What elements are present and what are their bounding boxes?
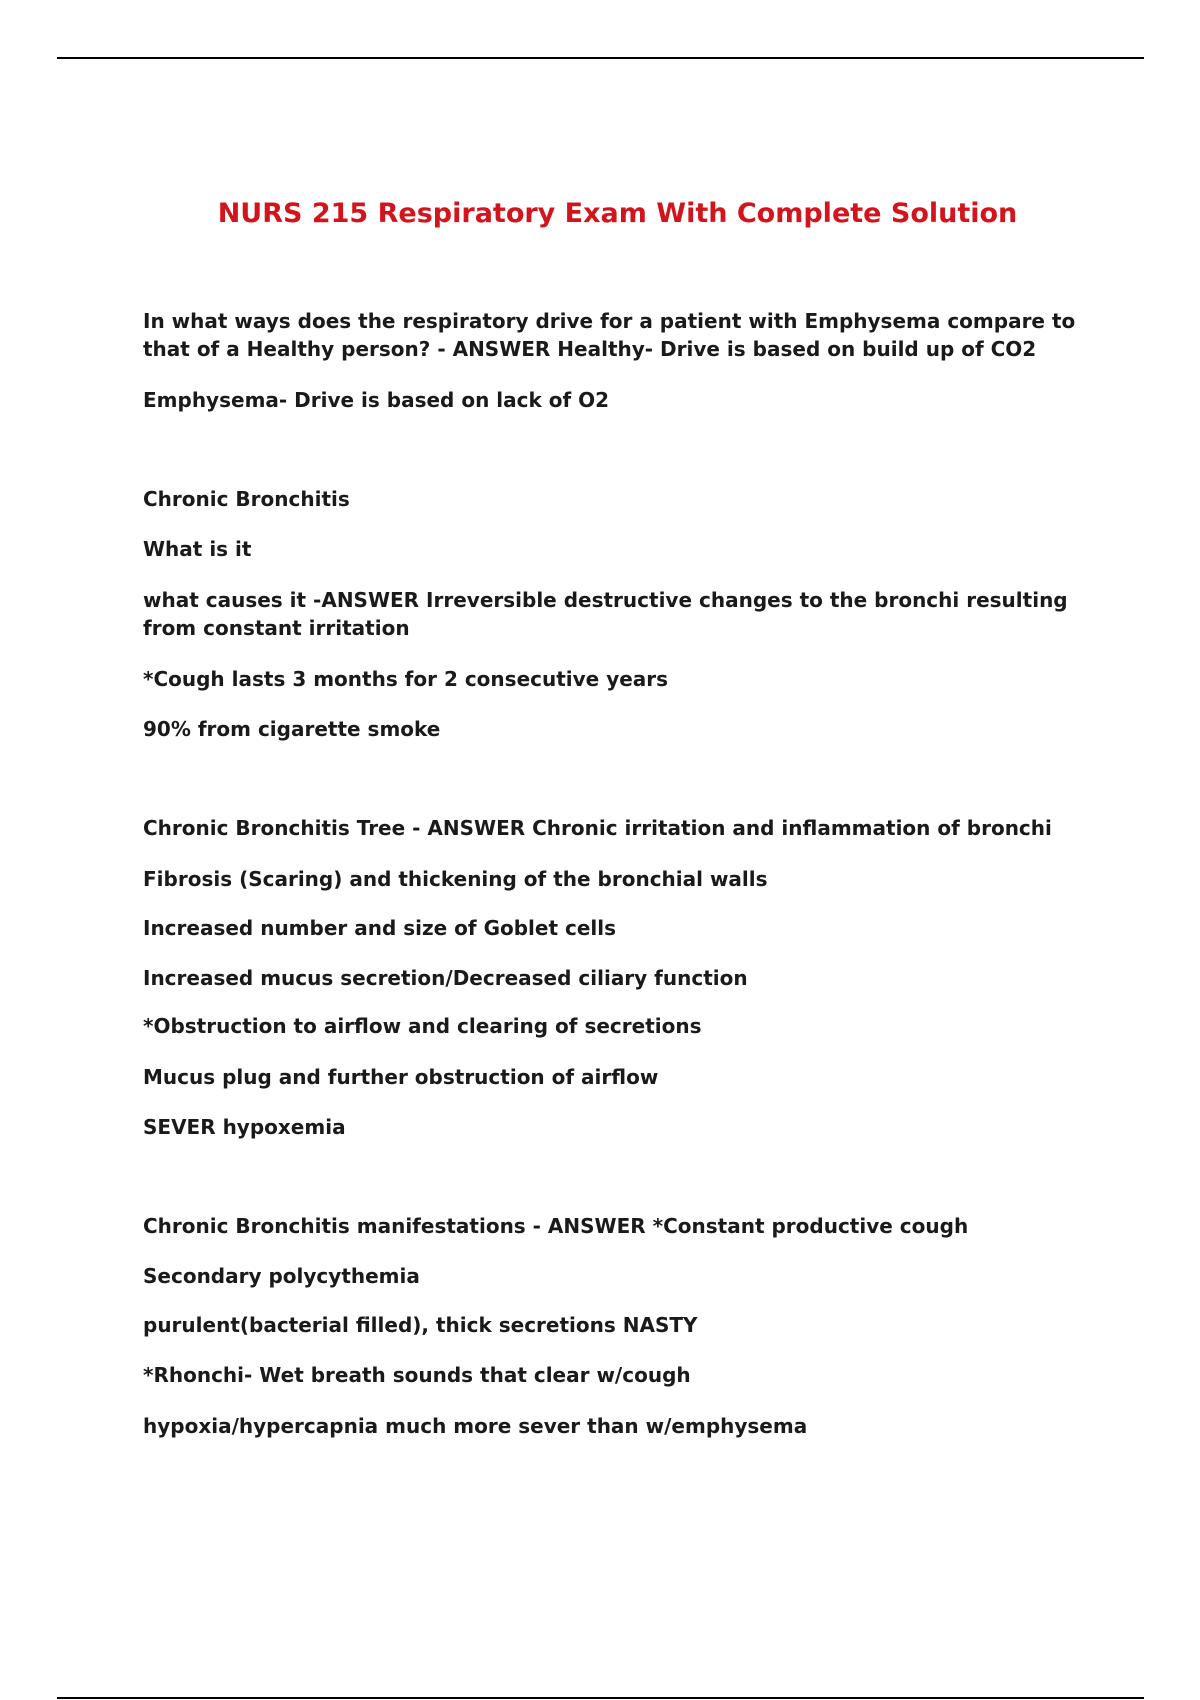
- question-what-is-it: What is it: [143, 537, 252, 561]
- tree-goblet-cells: Increased number and size of Goblet cells: [143, 916, 617, 940]
- document-title: NURS 215 Respiratory Exam With Complete Solution: [217, 198, 1018, 229]
- bottom-rule: [57, 1697, 1144, 1699]
- section-heading-chronic-bronchitis: Chronic Bronchitis: [143, 487, 350, 511]
- qa-emphysema-drive: Emphysema- Drive is based on lack of O2: [143, 388, 610, 412]
- manifestation-rhonchi: *Rhonchi- Wet breath sounds that clear w/cough: [143, 1363, 691, 1387]
- qa-emphysema-question: In what ways does the respiratory drive for a patient with Emphysema compare to that of a Healthy person? - ANSWER Healthy- Drive is based on build up of CO2: [143, 309, 1076, 361]
- tree-hypoxemia: SEVER hypoxemia: [143, 1115, 346, 1139]
- manifestation-secretions: purulent(bacterial filled), thick secretions NASTY: [143, 1313, 698, 1337]
- manifestation-polycythemia: Secondary polycythemia: [143, 1264, 420, 1288]
- tree-mucus-secretion: Increased mucus secretion/Decreased ciliary function: [143, 966, 748, 990]
- qa-bronchitis-manifestations: Chronic Bronchitis manifestations - ANSWER *Constant productive cough: [143, 1214, 969, 1238]
- fact-cigarette-smoke: 90% from cigarette smoke: [143, 717, 441, 741]
- tree-obstruction: *Obstruction to airflow and clearing of secretions: [143, 1014, 702, 1038]
- qa-what-causes-it: what causes it -ANSWER Irreversible destructive changes to the bronchi resulting from constant irritation: [143, 588, 1068, 640]
- top-rule: [57, 57, 1144, 59]
- tree-fibrosis: Fibrosis (Scaring) and thickening of the bronchial walls: [143, 867, 768, 891]
- qa-bronchitis-tree: Chronic Bronchitis Tree - ANSWER Chronic irritation and inflammation of bronchi: [143, 816, 1052, 840]
- manifestation-hypoxia: hypoxia/hypercapnia much more sever than w/emphysema: [143, 1414, 808, 1438]
- fact-cough-duration: *Cough lasts 3 months for 2 consecutive years: [143, 667, 669, 691]
- tree-mucus-plug: Mucus plug and further obstruction of airflow: [143, 1065, 659, 1089]
